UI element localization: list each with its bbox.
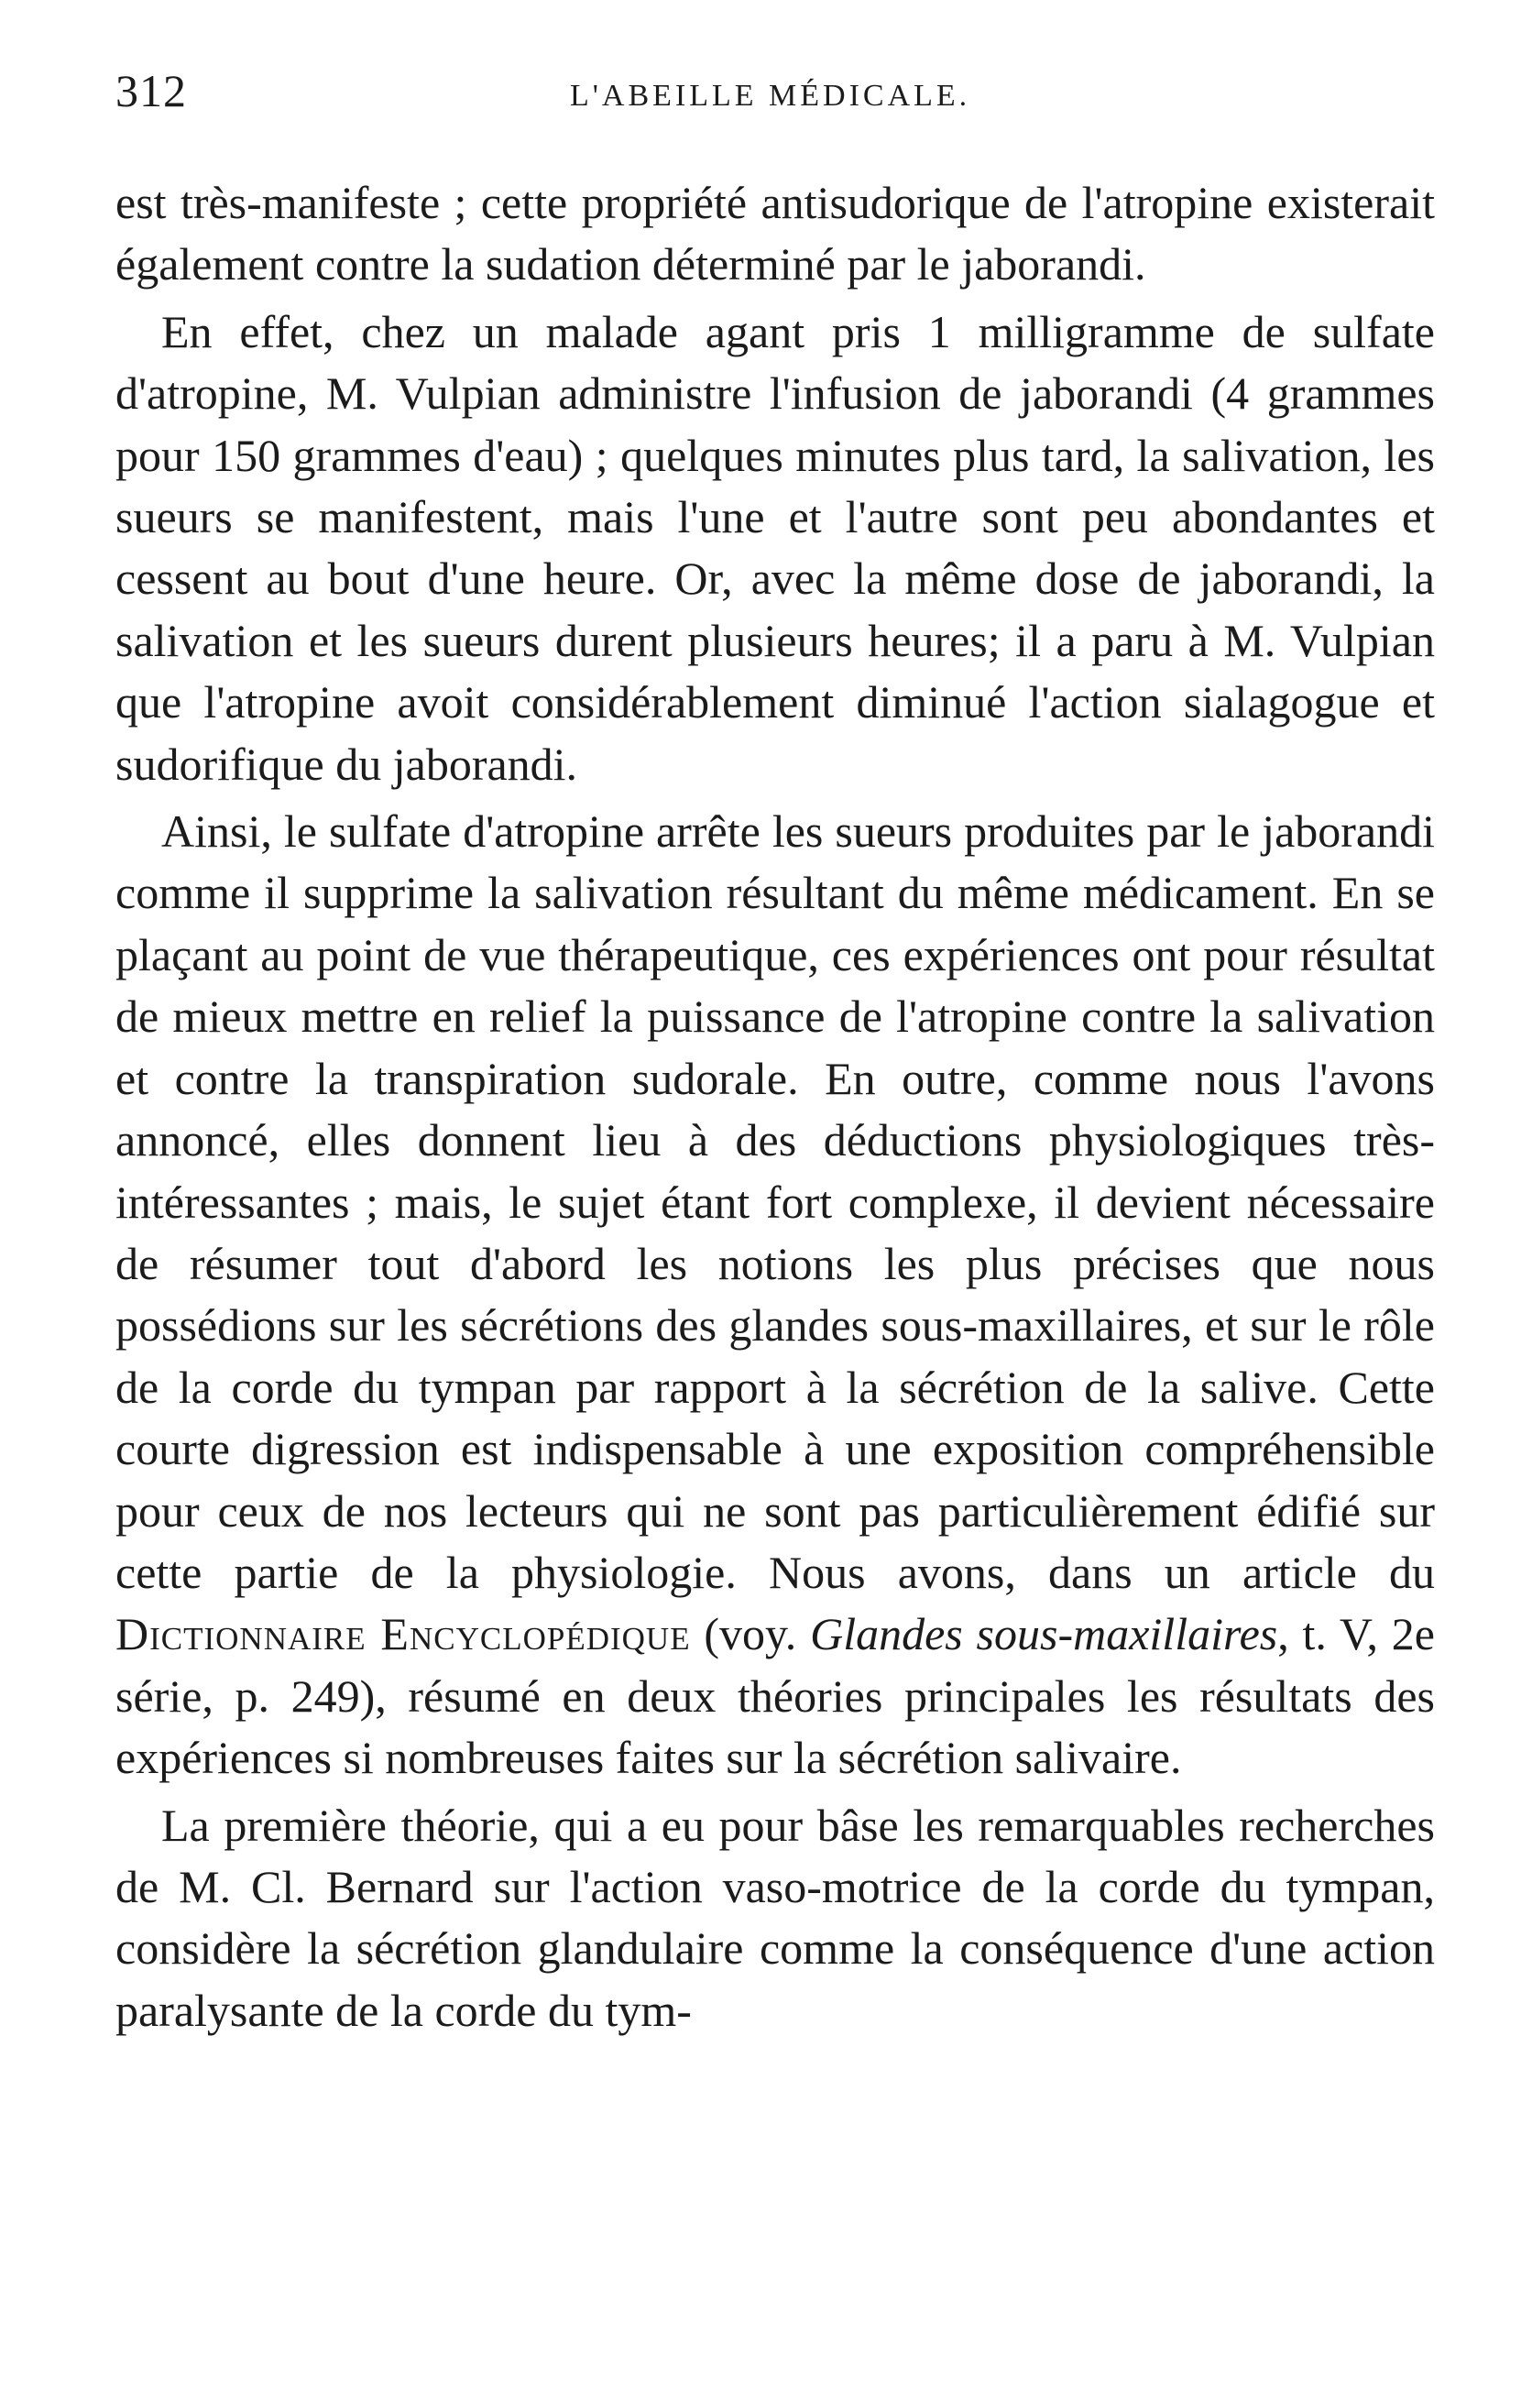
voy-reference: (voy. — [690, 1608, 811, 1660]
paragraph-vulpian-experiment: En effet, chez un malade agant pris 1 milligramme de sulfate d'atropine, M. Vulpian administre l'infusion de jaborandi (4 grammes pour 150 grammes d'eau) ; quelques minutes plus tard, la salivation, les sueurs se manifestent, mais l'une et l'autre sont peu abondantes et cessent au bout d'une heure. Or, avec la même dose de jaborandi, la salivation et les sueurs durent plusieurs heures; il a paru à M. Vulpian que l'atropine avoit considérablement diminué l'action sialagogue et sudorifique du jaborandi. — [115, 305, 1435, 790]
running-title: L'ABEILLE MÉDICALE. — [570, 79, 971, 113]
paragraph-therapeutic-summary — [115, 801, 1435, 1790]
paragraph-text-before: Ainsi, le sulfate d'atropine arrête les sueurs produites par le jaborandi comme il supprime la salivation résultant du même médicament. En se plaçant au point de vue thérapeutique, ces expériences ont pour résultat de mieux mettre en relief la puissance de l'atropine contre la salivation et contre la transpiration sudorale. En outre, comme nous l'avons annoncé, elles donnent lieu à des déductions physiologiques très-intéressantes ; mais, le sujet étant fort complexe, il devient nécessaire de résumer tout d'abord les notions les plus précises que nous possédions sur les sécrétions des glandes sous-maxillaires, et sur le rôle de la corde du tympan par rapport à la sécrétion de la salive. Cette courte digression est indispensable à une exposition compréhensible pour ceux de nos lecteurs qui ne sont pas particulièrement édifié sur cette partie de la physiologie. Nous avons, dans un article du — [115, 805, 1435, 1598]
paragraph-continuation: est très-manifeste ; cette propriété antisudorique de l'atropine existerait également contre la sudation déterminé par le jaborandi. — [115, 177, 1435, 290]
body-text — [115, 172, 1435, 2041]
paragraph-text-after: , t. V, 2e série, p. 249), résumé en deux théories principales les résultats des expériences si nombreuses faites sur la sécrétion salivaire. — [115, 1608, 1435, 1784]
dictionary-name: Dictionnaire Encyclopédique — [115, 1608, 691, 1660]
paragraph-first-theory: La première théorie, qui a eu pour bâse les remarquables recherches de M. Cl. Bernard sur l'action vaso-motrice de la corde du tympan, considère la sécrétion glandulaire comme la conséquence d'une action paralysante de la corde du tym- — [115, 1799, 1435, 2036]
running-head — [115, 64, 1435, 137]
page-number: 312 — [115, 65, 187, 116]
article-title: Glandes sous-maxillaires — [810, 1608, 1278, 1660]
